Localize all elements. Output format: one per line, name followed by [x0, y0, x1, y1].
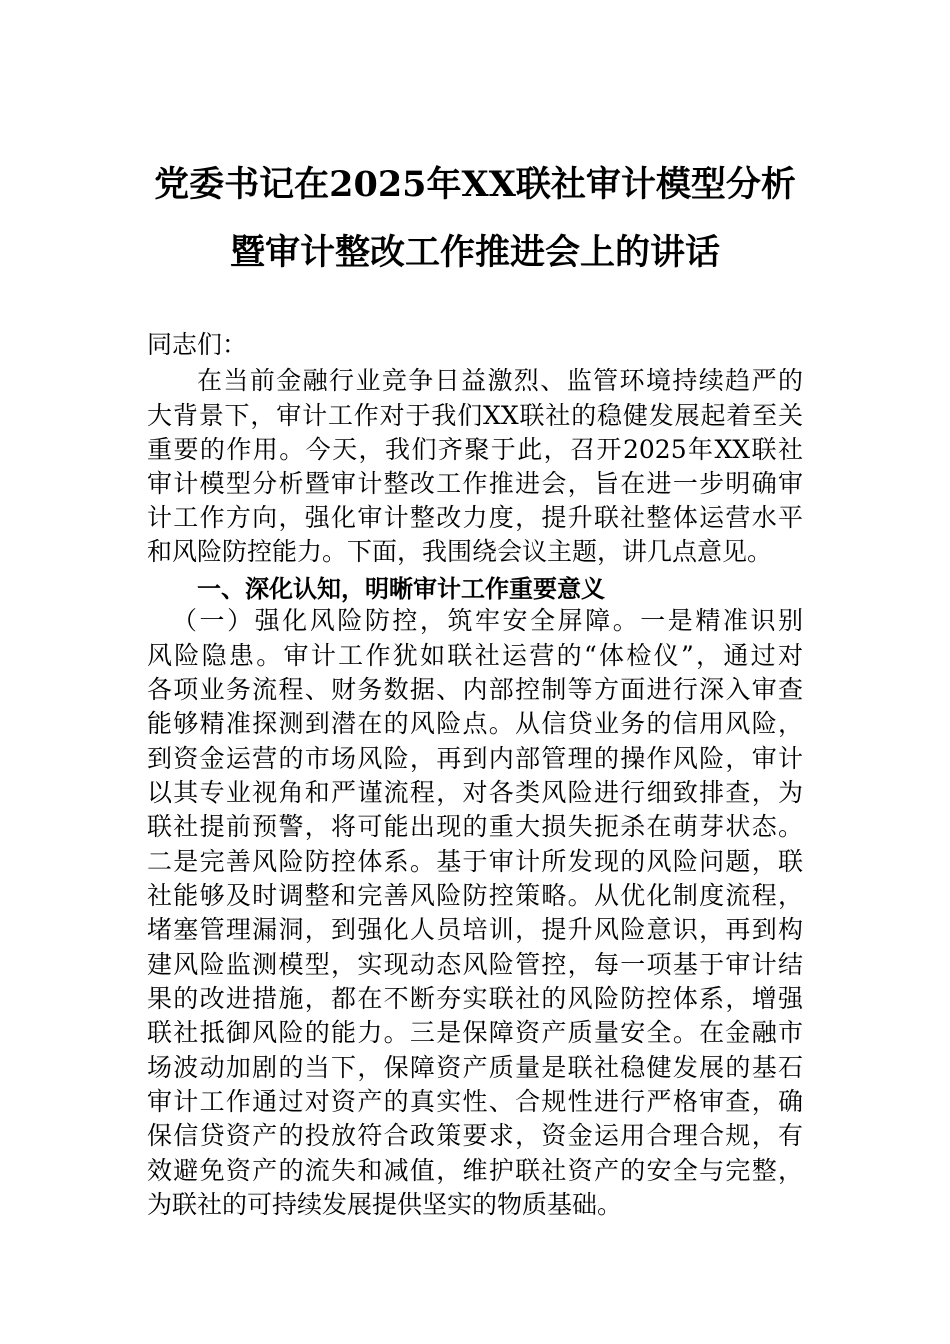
paragraph-line: 保信贷资产的投放符合政策要求，资金运用合理合规，有 — [147, 1121, 803, 1150]
paragraph-line: 效避免资产的流失和减值，维护联社资产的安全与完整， — [147, 1156, 803, 1185]
paragraph-line: 和风险防控能力。下面，我围绕会议主题，讲几点意见。 — [147, 537, 773, 566]
paragraph-line: 场波动加剧的当下，保障资产质量是联社稳健发展的基石 — [147, 1053, 803, 1082]
paragraph-line: 为联社的可持续发展提供坚实的物质基础。 — [147, 1190, 623, 1219]
paragraph-line: 各项业务流程、财务数据、内部控制等方面进行深入审查 — [147, 675, 803, 704]
document-title-line-1: 党委书记在2025年XX联社审计模型分析 — [154, 164, 796, 205]
paragraph-line: 在当前金融行业竞争日益激烈、监管环境持续趋严的 — [197, 366, 803, 395]
document-title-line-2: 暨审计整改工作推进会上的讲话 — [229, 232, 720, 273]
paragraph-line: 能够精准探测到潜在的风险点。从信贷业务的信用风险， — [147, 709, 803, 738]
paragraph-line: 到资金运营的市场风险，再到内部管理的操作风险，审计 — [147, 744, 803, 773]
paragraph-line: 社能够及时调整和完善风险防控策略。从优化制度流程， — [147, 881, 803, 910]
paragraph-line: 风险隐患。审计工作犹如联社运营的“体检仪”，通过对 — [147, 641, 803, 670]
paragraph-line: （一）强化风险防控，筑牢安全屏障。一是精准识别 — [172, 606, 803, 635]
salutation: 同志们： — [147, 330, 248, 359]
paragraph-line: 果的改进措施，都在不断夯实联社的风险防控体系，增强 — [147, 984, 803, 1013]
paragraph-line: 计工作方向，强化审计整改力度，提升联社整体运营水平 — [147, 503, 803, 532]
paragraph-line: 大背景下，审计工作对于我们XX联社的稳健发展起着至关 — [147, 401, 803, 430]
paragraph-line: 以其专业视角和严谨流程，对各类风险进行细致排查，为 — [147, 778, 803, 807]
paragraph-line: 联社提前预警，将可能出现的重大损失扼杀在萌芽状态。 — [147, 812, 803, 841]
paragraph-line: 重要的作用。今天，我们齐聚于此，召开2025年XX联社 — [147, 435, 803, 464]
paragraph-line: 联社抵御风险的能力。三是保障资产质量安全。在金融市 — [147, 1018, 803, 1047]
paragraph-line: 审计工作通过对资产的真实性、合规性进行严格审查，确 — [147, 1087, 803, 1116]
paragraph-line: 建风险监测模型，实现动态风险管控，每一项基于审计结 — [147, 950, 803, 979]
paragraph-line: 审计模型分析暨审计整改工作推进会，旨在进一步明确审 — [147, 469, 803, 498]
paragraph-line: 二是完善风险防控体系。基于审计所发现的风险问题，联 — [147, 847, 803, 876]
paragraph-line: 堵塞管理漏洞，到强化人员培训，提升风险意识，再到构 — [147, 915, 803, 944]
section-heading: 一、深化认知，明晰审计工作重要意义 — [197, 575, 605, 603]
